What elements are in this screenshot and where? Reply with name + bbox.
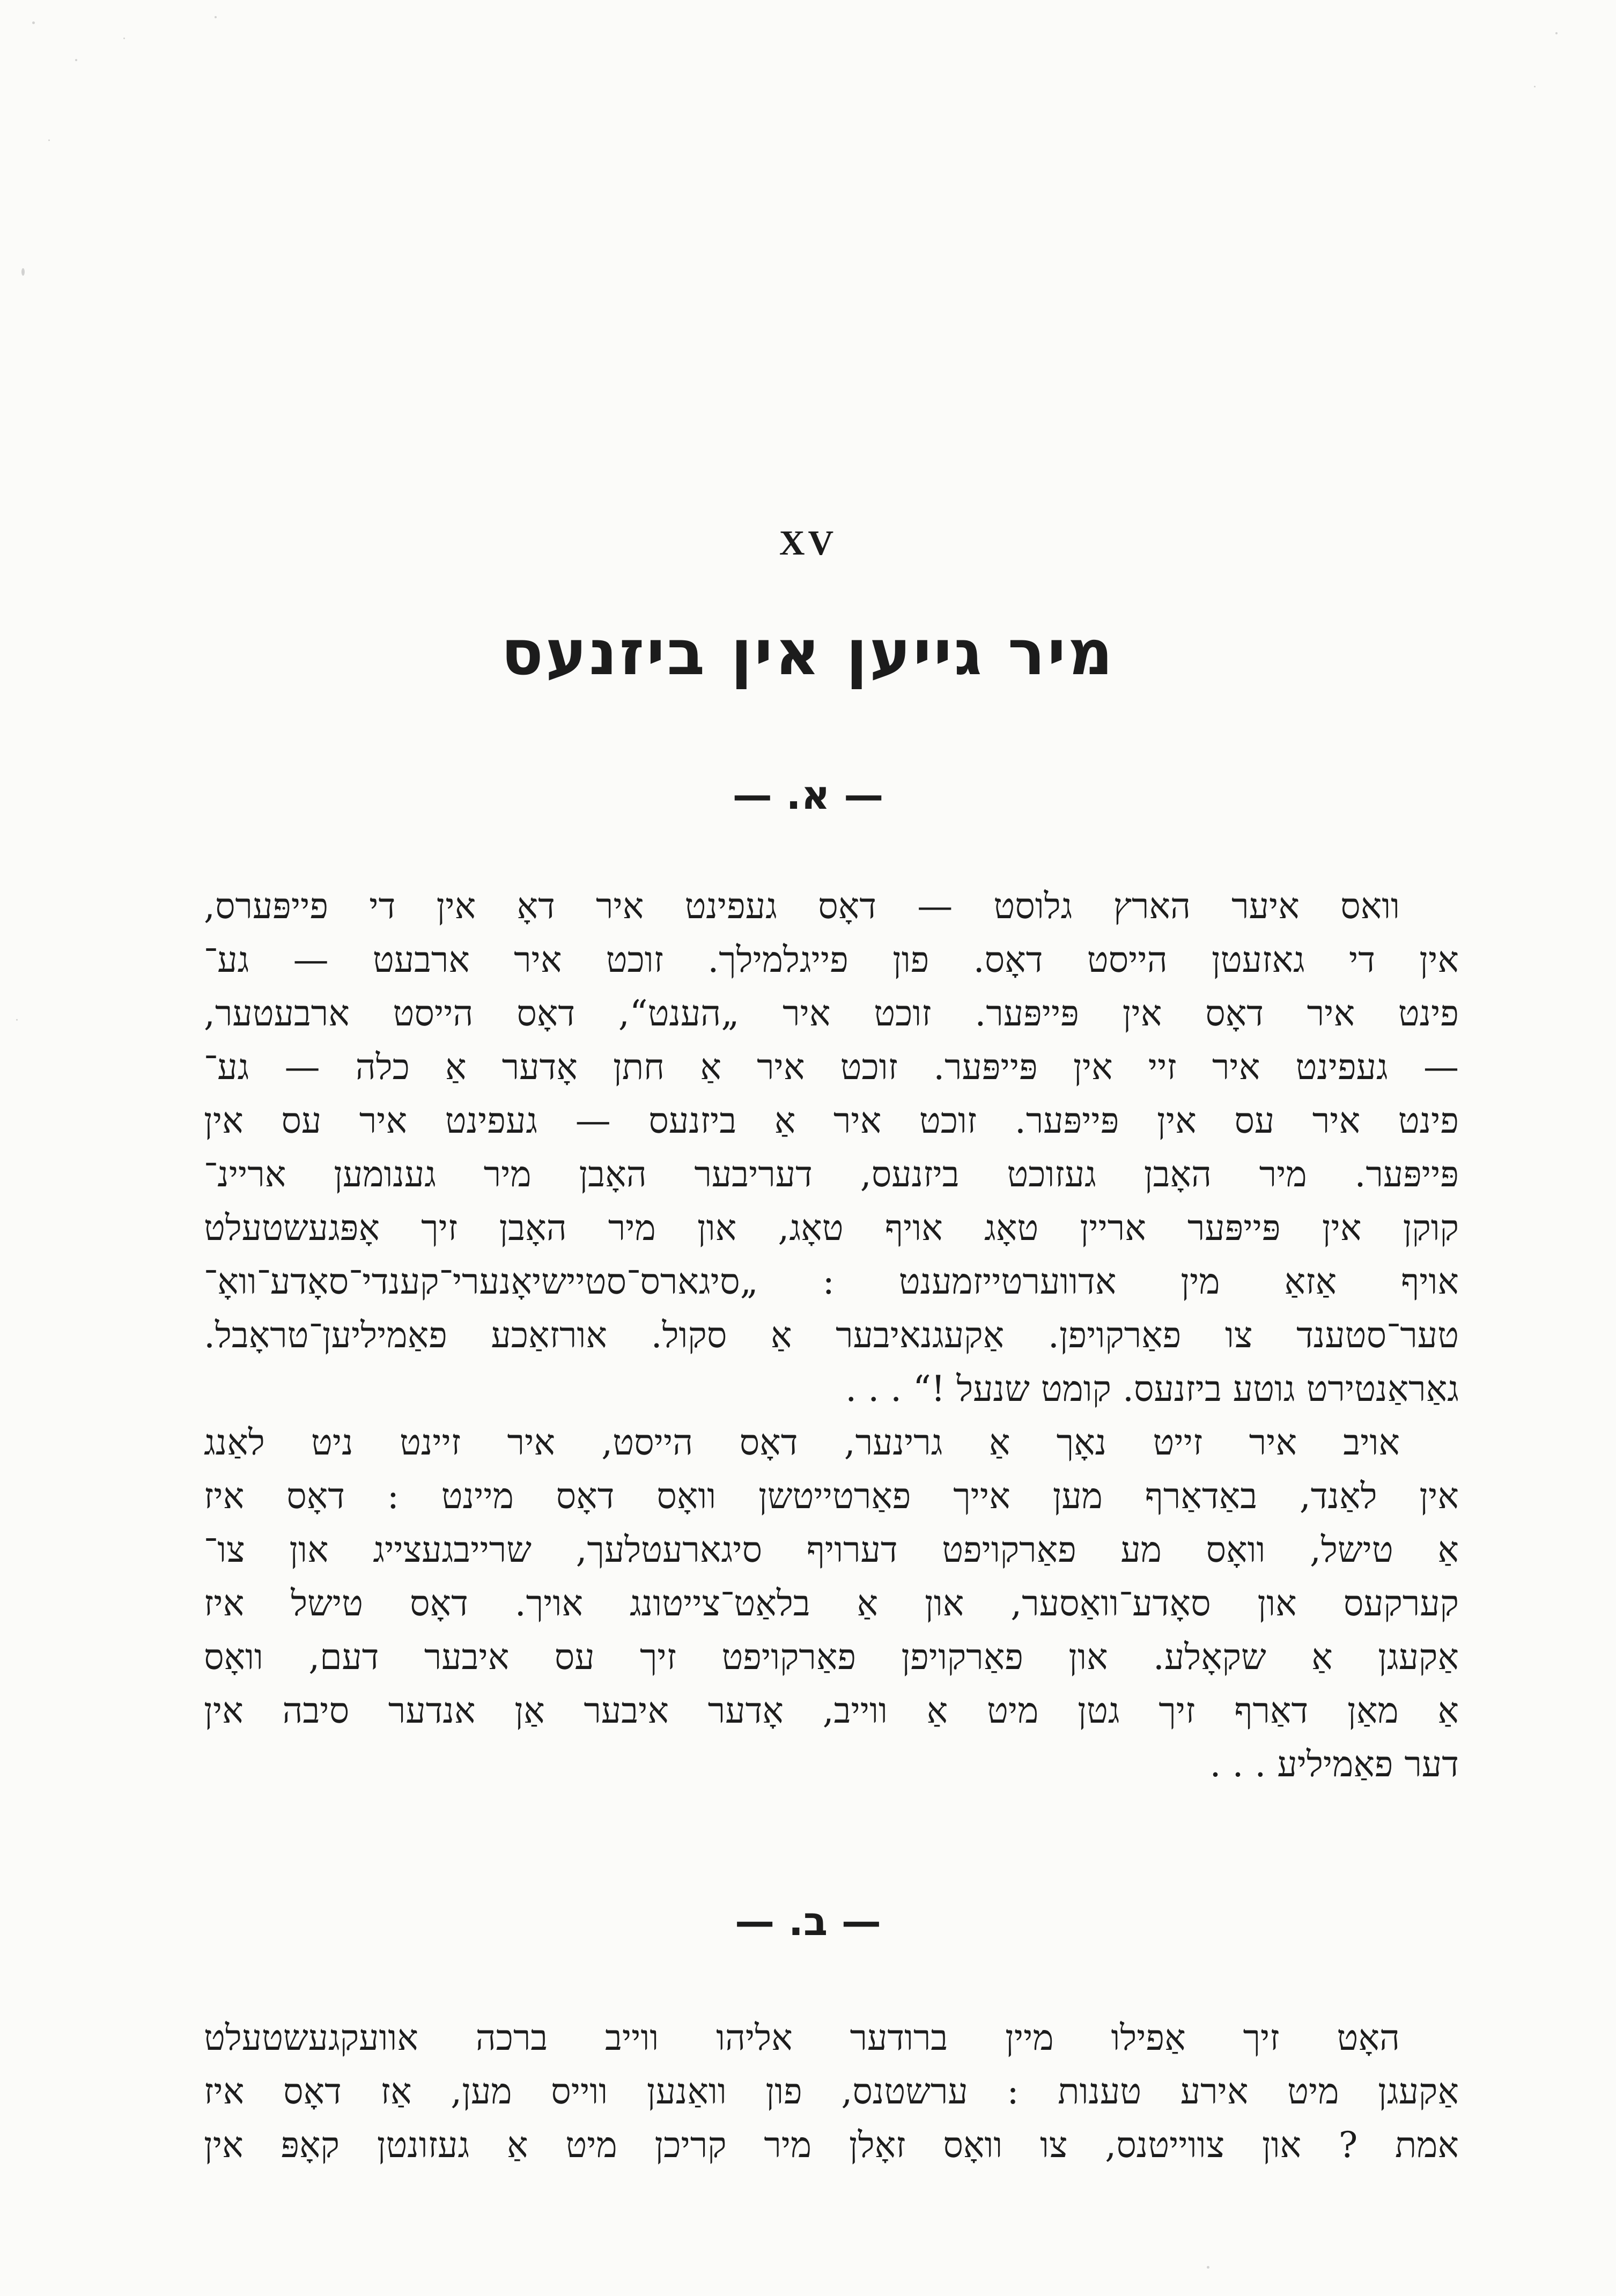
text-line: גאַראַנטירט גוטע ביזנעס. קומט שנעל !“ . . . xyxy=(845,1368,1459,1409)
text-line: קוקן אין פּייפּער אריין טאָג אויף טאָג, און מיר האָבן זיך אָפּגעשטעלט xyxy=(204,1207,1459,1249)
section-mark-alef: — א. — xyxy=(732,772,884,818)
text-line: פינט איר דאָס אין פּייפּער. זוכט איר „הענט“, דאָס הייסט ארבעטער, xyxy=(204,993,1459,1034)
text-line: אַ מאַן דאַרף זיך גטן מיט אַ ווייב, אָדער איבער אַן אנדער סיבה אין xyxy=(204,1690,1459,1731)
scan-speck xyxy=(48,139,50,141)
scan-speck xyxy=(1207,2266,1209,2269)
text-line: אין לאַנד, באַדאַרף מען אייך פאַרטייטשן וואָס דאָס מיינט : דאָס איז xyxy=(204,1475,1459,1517)
scan-speck xyxy=(32,21,35,24)
text-line: אין די גאזעטן הייסט דאָס. פון פייגלמילך. זוכט איר ארבעט — גע־ xyxy=(204,939,1459,980)
scan-speck xyxy=(1555,32,1558,34)
scan-speck xyxy=(123,38,125,39)
scan-speck xyxy=(1534,86,1536,87)
scan-speck xyxy=(75,59,77,61)
section-mark-beys: — ב. — xyxy=(735,1899,881,1945)
scan-speck xyxy=(215,16,217,18)
text-line: דער פאַמיליע . . . xyxy=(1209,1744,1459,1785)
scan-speck xyxy=(21,268,25,276)
text-line: קערקעס און סאָדע־וואַסער, און אַ בלאַט־צייטונג אויך. דאָס טישל איז xyxy=(204,1583,1459,1624)
section-alef-paragraph-1 xyxy=(204,880,1459,1416)
text-line: — געפינט איר זיי אין פּייפּער. זוכט איר אַ חתן אָדער אַ כלה — גע־ xyxy=(204,1046,1459,1088)
section-alef-paragraph-2 xyxy=(204,1416,1459,1791)
text-line: אַ טישל, וואָס מע פאַרקויפט דערויף סיגארעטלעך, שרייבגעצייג און צו־ xyxy=(204,1529,1459,1570)
chapter-number: XV xyxy=(779,523,837,563)
text-line: אמת ? און צווייטנס, צו וואָס זאָלן מיר קריכן מיט אַ געזונטן קאָפּ אין xyxy=(204,2124,1459,2166)
text-line: אויב איר זייט נאָך אַ גרינער, דאָס הייסט, איר זיינט ניט לאַנג xyxy=(204,1422,1400,1463)
scan-speck xyxy=(16,1019,18,1021)
text-line: האָט זיך אַפילו מיין ברודער אליהו ווייב ברכה אוועקגעשטעלט xyxy=(204,2017,1400,2058)
text-line: טער־סטענד צו פאַרקויפן. אַקעגנאיבער אַ סקול. אורזאַכע פאַמיליען־טראָבל. xyxy=(204,1315,1459,1356)
text-line: פּייפּער. מיר האָבן געזוכט ביזנעס, דעריבער האָבן מיר גענומען אריינ־ xyxy=(204,1154,1459,1195)
text-line: אַקעגן מיט אירע טענות : ערשטנס, פון וואַנען ווייס מען, אַז דאָס איז xyxy=(204,2071,1459,2112)
text-line: אַקעגן אַ שקאָלע. און פאַרקויפן פאַרקויפט זיך עס איבער דעם, וואָס xyxy=(204,1636,1459,1678)
chapter-title: מיר גייען אין ביזנעס xyxy=(501,617,1115,689)
section-beys-paragraph-1 xyxy=(204,2011,1459,2172)
text-line: פינט איר עס אין פּייפּער. זוכט איר אַ ביזנעס — געפינט איר עס אין xyxy=(204,1100,1459,1141)
text-line: אויף אַזאַ מין אדווערטייזמענט : „סיגארס־סטיישיאָנערי־קענדי־סאָדע־וואָ־ xyxy=(204,1261,1459,1302)
text-line: וואס איער הארץ גלוסט — דאָס געפינט איר דאָ אין די פייפּערס, xyxy=(204,885,1400,927)
